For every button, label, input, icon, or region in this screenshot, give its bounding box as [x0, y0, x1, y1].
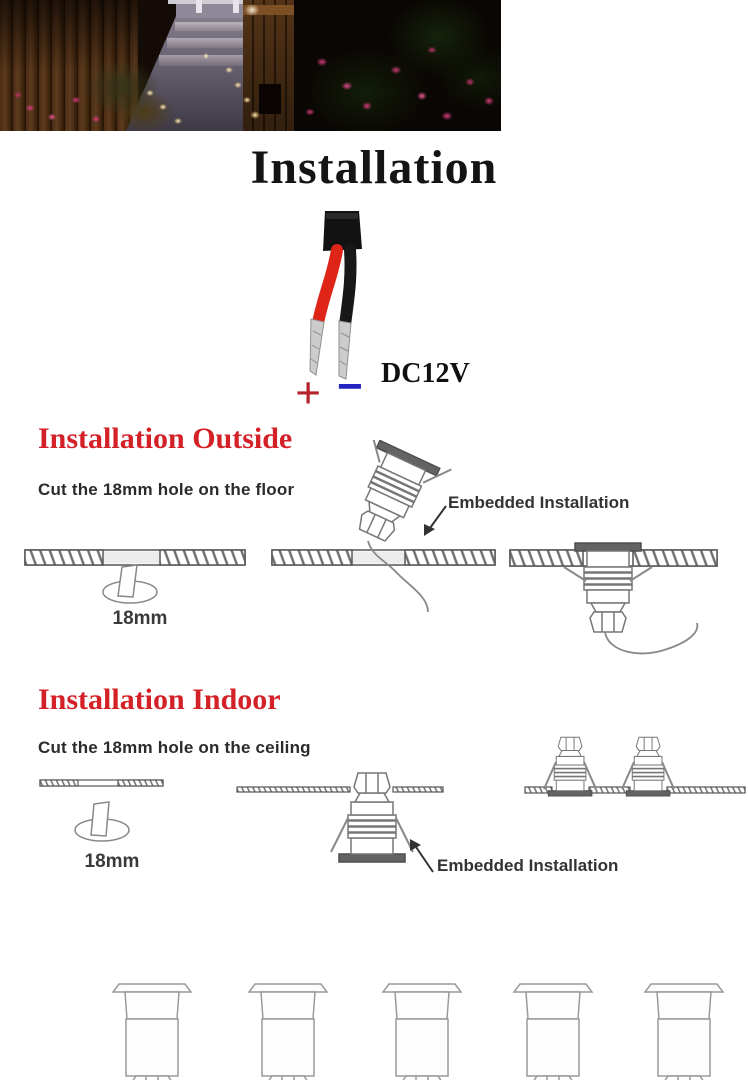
outside-instruction: Cut the 18mm hole on the floor: [38, 480, 295, 499]
ceiling-cross-section: [237, 787, 443, 792]
floor-cross-section: [25, 550, 245, 565]
light-outline-drawing: [514, 984, 592, 1080]
indoor-hole-size-label: 18mm: [84, 851, 140, 872]
product-outline-row: [0, 975, 748, 1080]
garden-path-night-photo: [0, 0, 501, 131]
photo-path-lights: [0, 0, 501, 131]
recessed-light-ceiling: [331, 773, 413, 862]
recessed-light-tilted: [332, 440, 451, 554]
ceiling-cross-section: [40, 780, 163, 786]
embedded-arrow: [424, 506, 446, 536]
page-title: Installation: [250, 141, 498, 194]
cut-out-plug: [75, 802, 129, 841]
light-outline-drawing: [249, 984, 327, 1080]
light-outline-drawing: [645, 984, 723, 1080]
outside-heading: Installation Outside: [38, 422, 293, 455]
light-outline-drawing: [113, 984, 191, 1080]
red-wire: [318, 250, 337, 323]
light-outline-drawing: [383, 984, 461, 1080]
voltage-label: DC12V: [381, 358, 470, 389]
minus-polarity-symbol: −: [337, 362, 363, 411]
black-wire: [345, 250, 351, 325]
outside-hole-size-label: 18mm: [112, 608, 168, 629]
indoor-instruction: Cut the 18mm hole on the ceiling: [38, 738, 311, 757]
cut-out-plug: [103, 565, 157, 603]
embedded-arrow: [410, 839, 433, 872]
plus-polarity-symbol: +: [295, 367, 322, 418]
outside-embedded-label: Embedded Installation: [448, 493, 630, 512]
floor-cross-section: [272, 550, 495, 565]
outside-installation-diagram: [0, 440, 748, 665]
indoor-embedded-label: Embedded Installation: [437, 856, 619, 875]
indoor-heading: Installation Indoor: [38, 683, 281, 716]
